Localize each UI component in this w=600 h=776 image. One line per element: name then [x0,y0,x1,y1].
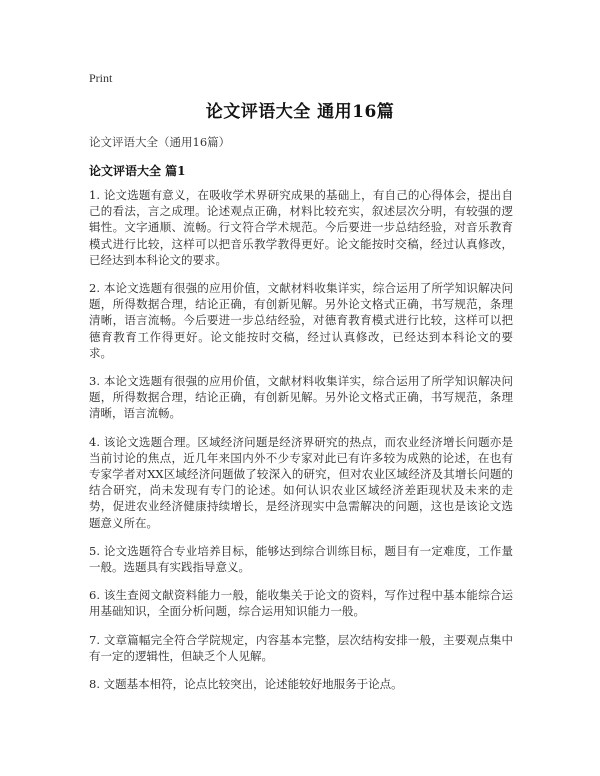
document-title: 论文评语大全 通用16篇 [205,102,395,122]
paragraph-5: 5. 论文选题符合专业培养目标，能够达到综合训练目标，题目有一定难度，工作量一般。选题具有实践指导意义。 [89,543,513,575]
paragraph-2: 2. 本论文选题有很强的应用价值，文献材料收集详实，综合运用了所学知识解决问题，所得数据合理，结论正确，有创新见解。另外论文格式正确，书写规范，条理清晰，语言流畅。今后要进一步总结经验，对德育教育模式进行比较，这样可以把德育教育工作得更好。论文能按时交稿，经过认真修改，已经达到本科论文的要求。 [89,281,513,360]
paragraph-7: 7. 文章篇幅完全符合学院规定，内容基本完整，层次结构安排一般，主要观点集中有一定的逻辑性，但缺乏个人见解。 [89,632,513,663]
paragraph-8: 8. 文题基本相符，论点比较突出，论述能较好地服务于论点。 [89,677,403,692]
document-subtitle: 论文评语大全（通用16篇） [89,135,231,149]
body-text [89,187,513,704]
paragraph-3: 3. 本论文选题有很强的应用价值，文献材料收集详实，综合运用了所学知识解决问题，所得数据合理，结论正确，有创新见解。另外论文格式正确，书写规范，条理清晰，语言流畅。 [89,374,513,421]
paragraph-1: 1. 论文选题有意义，在吸收学术界研究成果的基础上，有自己的心得体会，提出自己的看法，言之成理。论述观点正确，材料比较充实，叙述层次分明，有较强的逻辑性。文字通顺、流畅。行文符合学术规范。今后要进一步总结经验，对音乐教育模式进行比较，这样可以把音乐教学教得更好。论文能按时交稿，经过认真修改，已经达到本科论文的要求。 [89,188,513,267]
print-label: Print [89,71,113,85]
paragraph-6: 6. 该生查阅文献资料能力一般，能收集关于论文的资料，写作过程中基本能综合运用基础知识，全面分析问题，综合运用知识能力一般。 [89,588,513,619]
paragraph-4: 4. 该论文选题合理。区域经济问题是经济界研究的热点，而农业经济增长问题亦是当前讨论的焦点，近几年来国内外不少专家对此已有许多较为成熟的论述，在也有专家学者对XX区域经济问题做了较深入的研究，但对农业区域经济及其增长问题的结合研究，尚未发现有专门的论述。如何认识农业区域经济差距现状及未来的走势，促进农业经济健康持续增长，是经济现实中急需解决的问题，这也是该论文选题意义所在。 [89,434,513,530]
section-heading: 论文评语大全 篇1 [89,164,186,178]
